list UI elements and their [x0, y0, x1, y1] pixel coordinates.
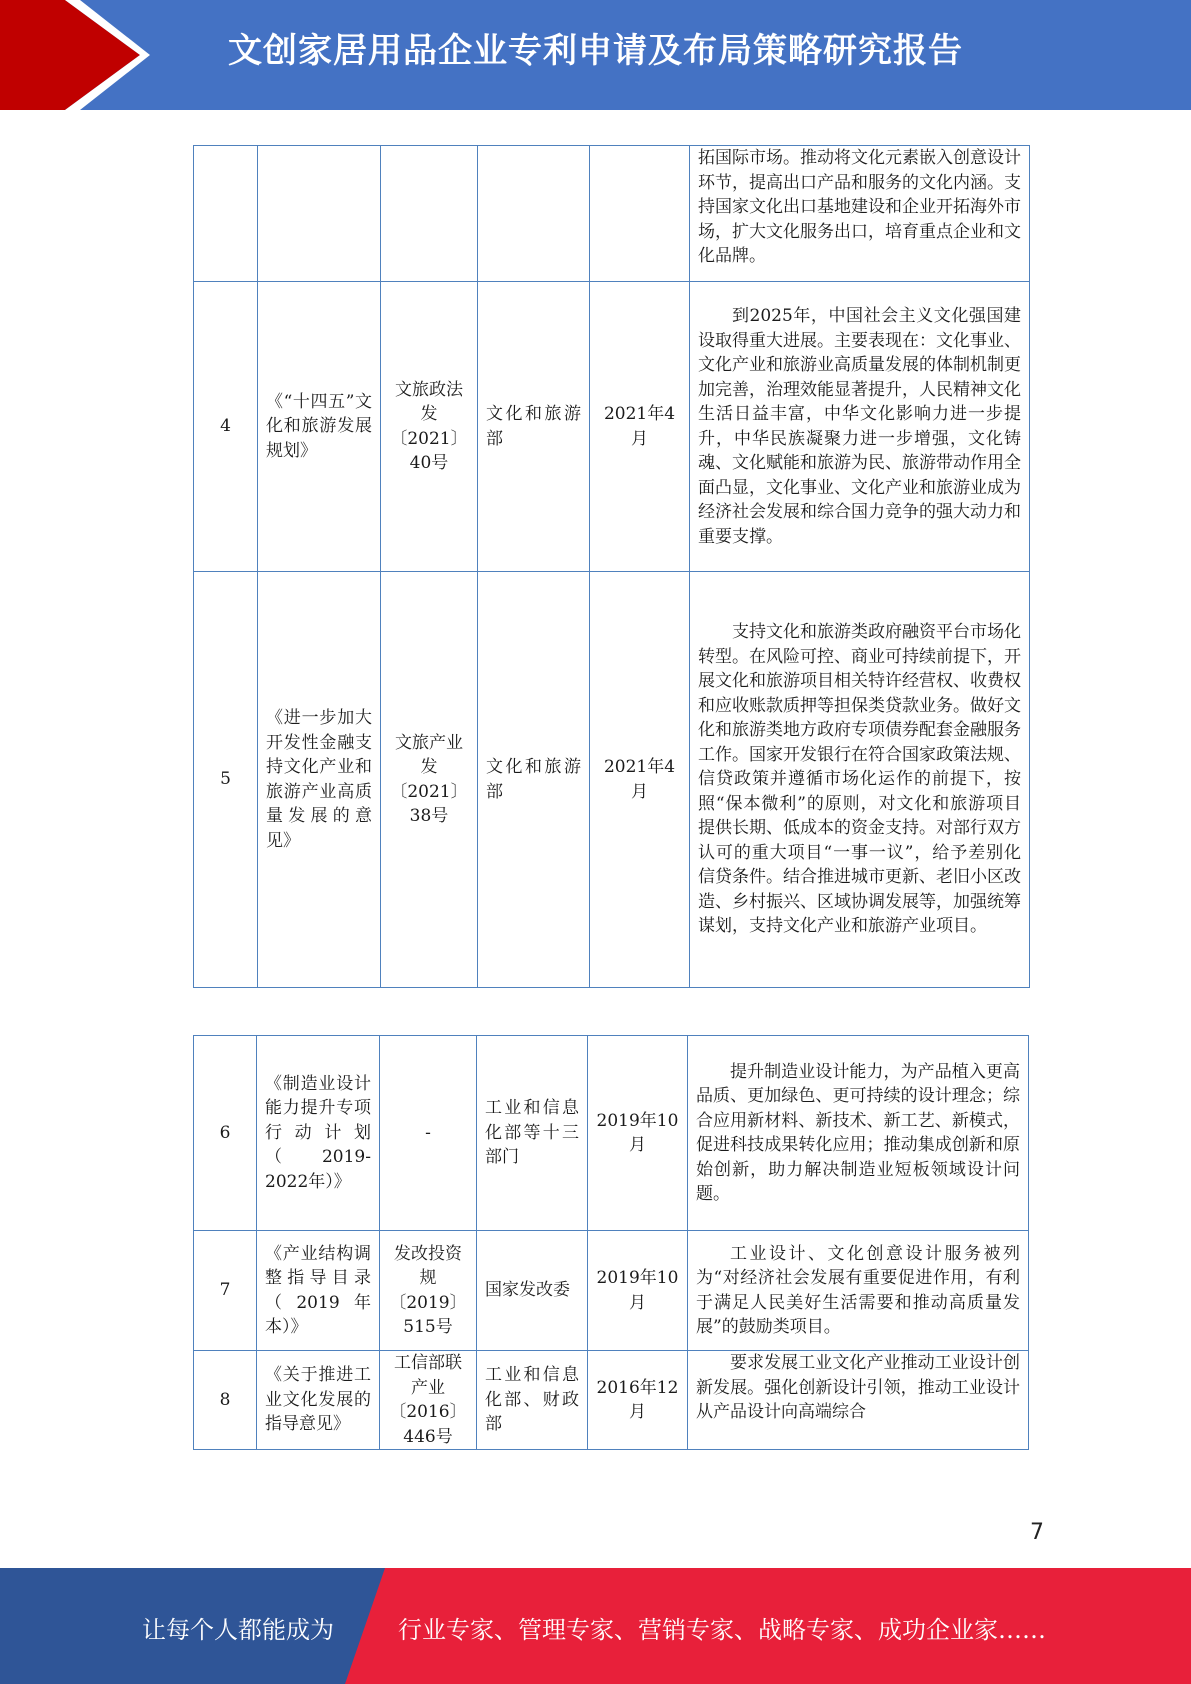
policy-name: 《“十四五”文化和旅游发展规划》: [258, 282, 381, 572]
issue-date: 2016年12月: [588, 1351, 688, 1450]
chevron-logo-icon: [0, 0, 150, 110]
footer-slogan-left: 让每个人都能成为: [142, 1616, 334, 1644]
policy-content-text: 拓国际市场。推动将文化元素嵌入创意设计环节，提高出口产品和服务的文化内涵。支持国家文化出口基地建设和企业开拓海外市场，扩大文化服务出口，培育重点企业和文化品牌。: [698, 148, 1021, 266]
policy-content-text: 提升制造业设计能力，为产品植入更高品质、更加绿色、更可持续的设计理念；综合应用新材料、新技术、新工艺、新模式，促进科技成果转化应用；推动集成创新和原始创新，助力解决制造业短板领域设计问题。: [696, 1061, 1020, 1204]
issuing-department: [478, 146, 590, 282]
document-number: 发改投资规〔2019〕515号: [380, 1231, 477, 1351]
issue-date: 2019年10月: [588, 1231, 688, 1351]
issuing-department: 文化和旅游部: [478, 282, 590, 572]
policy-content-text: 要求发展工业文化产业推动工业设计创新发展。强化创新设计引领，推动工业设计从产品设计向高端综合: [696, 1353, 1020, 1422]
issue-date: 2021年4月: [590, 572, 690, 988]
page-footer: [0, 1568, 1191, 1684]
row-number: [194, 146, 258, 282]
row-number: 6: [194, 1036, 257, 1231]
issue-date: 2021年4月: [590, 282, 690, 572]
policy-content: [690, 572, 1030, 988]
issue-date: [590, 146, 690, 282]
row-number: 8: [194, 1351, 257, 1450]
policy-name: [258, 146, 381, 282]
page-number: 7: [1030, 1520, 1044, 1545]
policy-content-text: 到2025年，中国社会主义文化强国建设取得重大进展。主要表现在：文化事业、文化产业和旅游业高质量发展的体制机制更加完善，治理效能显著提升，人民精神文化生活日益丰富，中华文化影响力进一步提升，中华民族凝聚力进一步增强，文化铸魂、文化赋能和旅游为民、旅游带动作用全面凸显，文化事业、文化产业和旅游业成为经济社会发展和综合国力竞争的强大动力和重要支撑。: [698, 306, 1021, 547]
policy-table-2: [193, 1035, 1029, 1450]
issuing-department: 工业和信息化部等十三部门: [477, 1036, 588, 1231]
policy-content-text: 支持文化和旅游类政府融资平台市场化转型。在风险可控、商业可持续前提下，开展文化和旅游项目相关特许经营权、收费权和应收账款质押等担保类贷款业务。做好文化和旅游类地方政府专项债券配套金融服务工作。国家开发银行在符合国家政策法规、信贷政策并遵循市场化运作的前提下，按照“保本微利”的原则，对文化和旅游项目提供长期、低成本的资金支持。对部行双方认可的重大项目“一事一议”，给予差别化信贷条件。结合推进城市更新、老旧小区改造、乡村振兴、区域协调发展等，加强统筹谋划，支持文化产业和旅游产业项目。: [698, 622, 1021, 937]
table-row: [194, 572, 1030, 988]
table-row: [194, 1036, 1029, 1231]
table-row: [194, 1231, 1029, 1351]
policy-name: 《进一步加大开发性金融支持文化产业和旅游产业高质量发展的意见》: [258, 572, 381, 988]
footer-slogan-right: 行业专家、管理专家、营销专家、战略专家、成功企业家……: [398, 1616, 1046, 1644]
row-number: 4: [194, 282, 258, 572]
policy-name: 《产业结构调整指导目录（2019年本）》: [257, 1231, 380, 1351]
policy-content: [688, 1231, 1029, 1351]
page-header: [0, 0, 1191, 110]
issuing-department: 国家发改委: [477, 1231, 588, 1351]
table-row: [194, 1351, 1029, 1450]
document-number: 文旅产业发〔2021〕38号: [381, 572, 478, 988]
document-number: 文旅政法发〔2021〕40号: [381, 282, 478, 572]
policy-content: [690, 146, 1030, 282]
document-number: 工信部联产业〔2016〕446号: [380, 1351, 477, 1450]
issue-date: 2019年10月: [588, 1036, 688, 1231]
table-row: [194, 146, 1030, 282]
row-number: 5: [194, 572, 258, 988]
policy-name: 《制造业设计能力提升专项行动计划（2019-2022年）》: [257, 1036, 380, 1231]
row-number: 7: [194, 1231, 257, 1351]
table-row: [194, 282, 1030, 572]
policy-table-1: [193, 145, 1030, 988]
policy-content: [688, 1351, 1029, 1450]
document-number: [381, 146, 478, 282]
issuing-department: 文化和旅游部: [478, 572, 590, 988]
policy-content: [690, 282, 1030, 572]
document-number: -: [380, 1036, 477, 1231]
issuing-department: 工业和信息化部、财政部: [477, 1351, 588, 1450]
report-title: 文创家居用品企业专利申请及布局策略研究报告: [228, 31, 963, 71]
policy-content-text: 工业设计、文化创意设计服务被列为“对经济社会发展有重要促进作用，有利于满足人民美好生活需要和推动高质量发展”的鼓励类项目。: [696, 1243, 1020, 1337]
policy-name: 《关于推进工业文化发展的指导意见》: [257, 1351, 380, 1450]
policy-content: [688, 1036, 1029, 1231]
